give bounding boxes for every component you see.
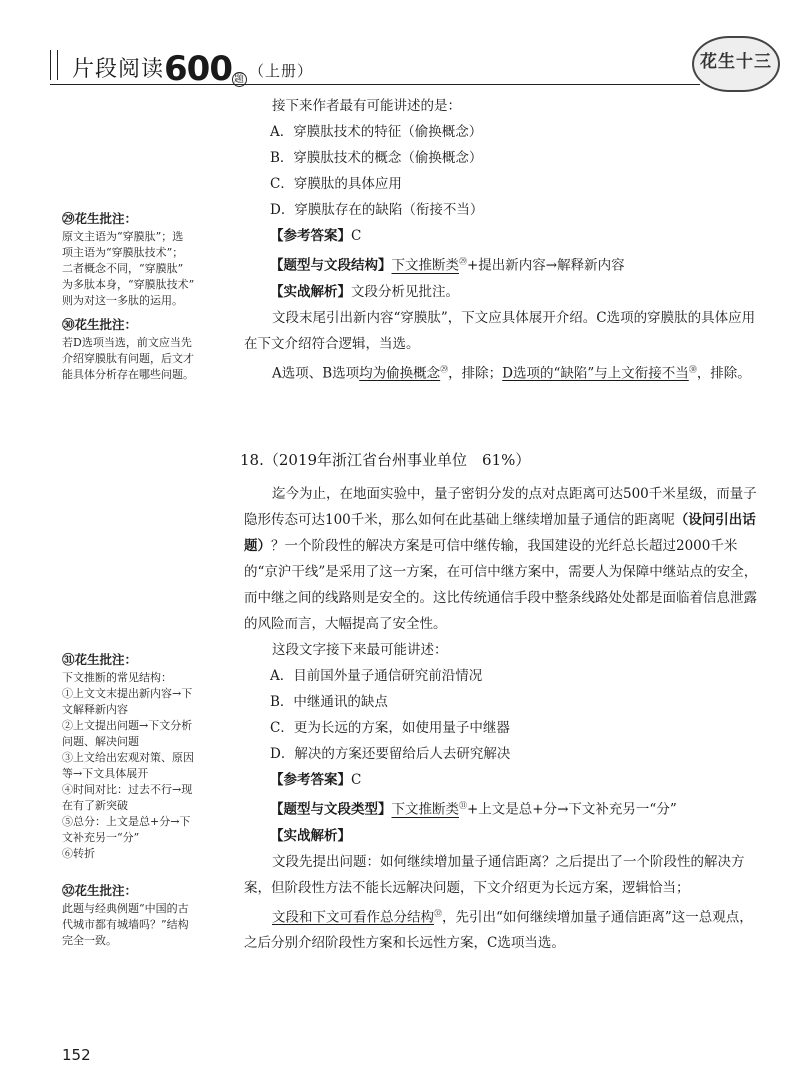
note-line: 此题与经典例题“中国的古: [62, 902, 189, 915]
text-span: ，排除；: [448, 365, 503, 381]
analysis-paragraph: 文段先提出问题：如何继续增加量子通信距离？之后提出了一个阶段性的解决方案，但阶段性方法不能长远解决问题，下文介绍更为长远方案，逻辑恰当；: [244, 853, 745, 896]
note-line: 代城市都有城墙吗？”结构: [62, 918, 189, 931]
answer-label: 【参考答案】: [270, 772, 351, 788]
passage-bold: （设问引出话题）: [244, 512, 756, 554]
book-title: [72, 45, 314, 89]
answer-line: [244, 767, 764, 793]
note-line: 项主语为“穿膜肽技术”；: [62, 246, 184, 259]
type-text: 下文推断类: [391, 257, 459, 274]
note-line: 下文推断的常见结构：: [62, 671, 172, 684]
sidebar-note-30: [62, 317, 232, 383]
note-line: 原文主语为“穿膜肽”；选: [62, 230, 184, 243]
note-ref: ㉙: [459, 257, 467, 266]
type-line: [244, 249, 764, 279]
note-title: ㉙花生批注：: [62, 211, 138, 226]
note-line: 介绍穿膜肽有问题，后文才: [62, 352, 194, 365]
question-stem: 这段文字接下来最可能讲述：: [272, 642, 448, 658]
note-ref: ㉙: [440, 364, 449, 374]
option-d: D．穿膜肽存在的缺陷（衔接不当）: [270, 202, 484, 218]
passage: [244, 481, 764, 637]
passage-text: 迄今为止，在地面实验中，量子密钥分发的点对点距离可达500千米星级，而量子隐形传态可达100千米，那么如何在此基础上继续增加量子通信的距离呢: [244, 486, 757, 528]
note-line: ⑤总分：上文是总+分→下: [62, 815, 191, 828]
sidebar-note-31: [62, 652, 232, 862]
note-line: ①上文文末提出新内容→下: [62, 687, 193, 700]
title-suffix: 题: [234, 74, 245, 85]
option-a: A．穿膜肽技术的特征（偷换概念）: [270, 124, 483, 140]
analysis-note: 文段分析见批注。: [351, 283, 459, 300]
note-line: 文补充另一“分”: [62, 831, 140, 844]
option-b: B．中继通讯的缺点: [270, 694, 388, 710]
note-line: 则为对这一多肽的运用。: [62, 294, 183, 307]
analysis-paragraph: [244, 901, 764, 957]
underlined-text: 均为偷换概念: [359, 365, 441, 381]
note-line: 若D选项当选，前文应当先: [62, 336, 192, 349]
title-volume: （上册）: [249, 62, 314, 80]
text-span: ，排除。: [696, 365, 751, 381]
option-d: D．解决的方案还要留给后人去研究解决: [270, 746, 511, 762]
note-line: 等→下文具体展开: [62, 767, 149, 780]
option-c: C．穿膜肽的具体应用: [270, 176, 402, 192]
note-line: 二者概念不同，“穿膜肽”: [62, 262, 184, 275]
note-line: 能具体分析存在哪些问题。: [62, 368, 194, 381]
question-17-block: [244, 93, 764, 386]
sidebar-note-32: [62, 883, 232, 949]
analysis-paragraph: [244, 357, 764, 387]
title-number: 600: [164, 49, 232, 89]
note-line: 完全一致。: [62, 934, 117, 947]
underlined-text: D选项的“缺陷”与上文衔接不当: [502, 365, 689, 381]
analysis-line: [244, 279, 764, 305]
passage-text: ？一个阶段性的解决方案是可信中继传输，我国建设的光纤总长超过2000千米的“京沪干线”是采用了这一方案，在可信中继方案中，需要人为保障中继站点的安全，而中继之间的线路则是安全的。这比传统通信手段中整条线路处处都是面临着信息泄露的风险而言，大幅提高了安全性。: [244, 538, 758, 632]
analysis-paragraph: 文段末尾引出新内容“穿膜肽”，下文应具体展开介绍。C选项的穿膜肽的具体应用在下文介绍符合逻辑，当选。: [244, 309, 756, 352]
note-ref: ㉚: [688, 364, 697, 374]
type-label: 【题型与文段类型】: [270, 801, 392, 818]
analysis-label: 【实战解析】: [270, 283, 351, 300]
option-b: B．穿膜肽技术的概念（偷换概念）: [270, 150, 483, 166]
underlined-text: 文段和下文可看作总分结构: [272, 909, 434, 925]
type-text: 下文推断类: [391, 801, 459, 818]
note-line: 为多肽本身，“穿膜肽技术”: [62, 278, 195, 291]
question-stem: 接下来作者最有可能讲述的是：: [272, 98, 461, 114]
answer-value: C: [351, 228, 362, 244]
title-prefix: 片段阅读: [72, 57, 165, 82]
note-line: ⑥转折: [62, 847, 95, 860]
page-header: [50, 40, 780, 90]
type-rest: +提出新内容→解释新内容: [467, 257, 625, 274]
note-line: 问题、解决问题: [62, 735, 139, 748]
text-span: A选项、B选项: [272, 365, 360, 381]
header-rule: [50, 84, 700, 85]
note-line: ④时间对比：过去不行→现: [62, 783, 193, 796]
analysis-label: 【实战解析】: [270, 827, 351, 844]
question-heading: 18.（2019年浙江省台州事业单位 61%）: [240, 451, 531, 469]
note-ref: ㉜: [434, 908, 442, 918]
question-18-block: [240, 447, 764, 956]
header-bar-mark: [50, 50, 58, 80]
analysis-line: [244, 823, 764, 849]
note-line: ③上文给出宏观对策、原因: [62, 751, 194, 764]
type-line: [244, 793, 764, 823]
type-rest: +上文是总+分→下文补充另一“分”: [467, 801, 677, 818]
option-c: C．更为长远的方案，如使用量子中继器: [270, 720, 510, 736]
type-label: 【题型与文段结构】: [270, 257, 392, 274]
note-title: ㉚花生批注：: [62, 317, 138, 332]
note-title: ㉛花生批注：: [62, 652, 138, 667]
sidebar-note-29: [62, 211, 232, 309]
option-a: A．目前国外量子通信研究前沿情况: [270, 668, 483, 684]
answer-value: C: [351, 772, 362, 788]
note-line: 文解释新内容: [62, 703, 128, 716]
text-span: ，先引出“如何继续增加量子通信距离”这一总观点，之后分别介绍阶段性方案和长远性方案，C选项当选。: [244, 909, 753, 951]
answer-label: 【参考答案】: [270, 228, 351, 244]
note-ref: ㉛: [459, 801, 467, 810]
note-line: ②上文提出问题→下文分析: [62, 719, 193, 732]
brand-logo: 花生十三: [692, 36, 780, 92]
page-number: 152: [62, 1046, 91, 1064]
note-title: ㉜花生批注：: [62, 883, 138, 898]
answer-line: [244, 223, 764, 249]
note-line: 在有了新突破: [62, 799, 128, 812]
